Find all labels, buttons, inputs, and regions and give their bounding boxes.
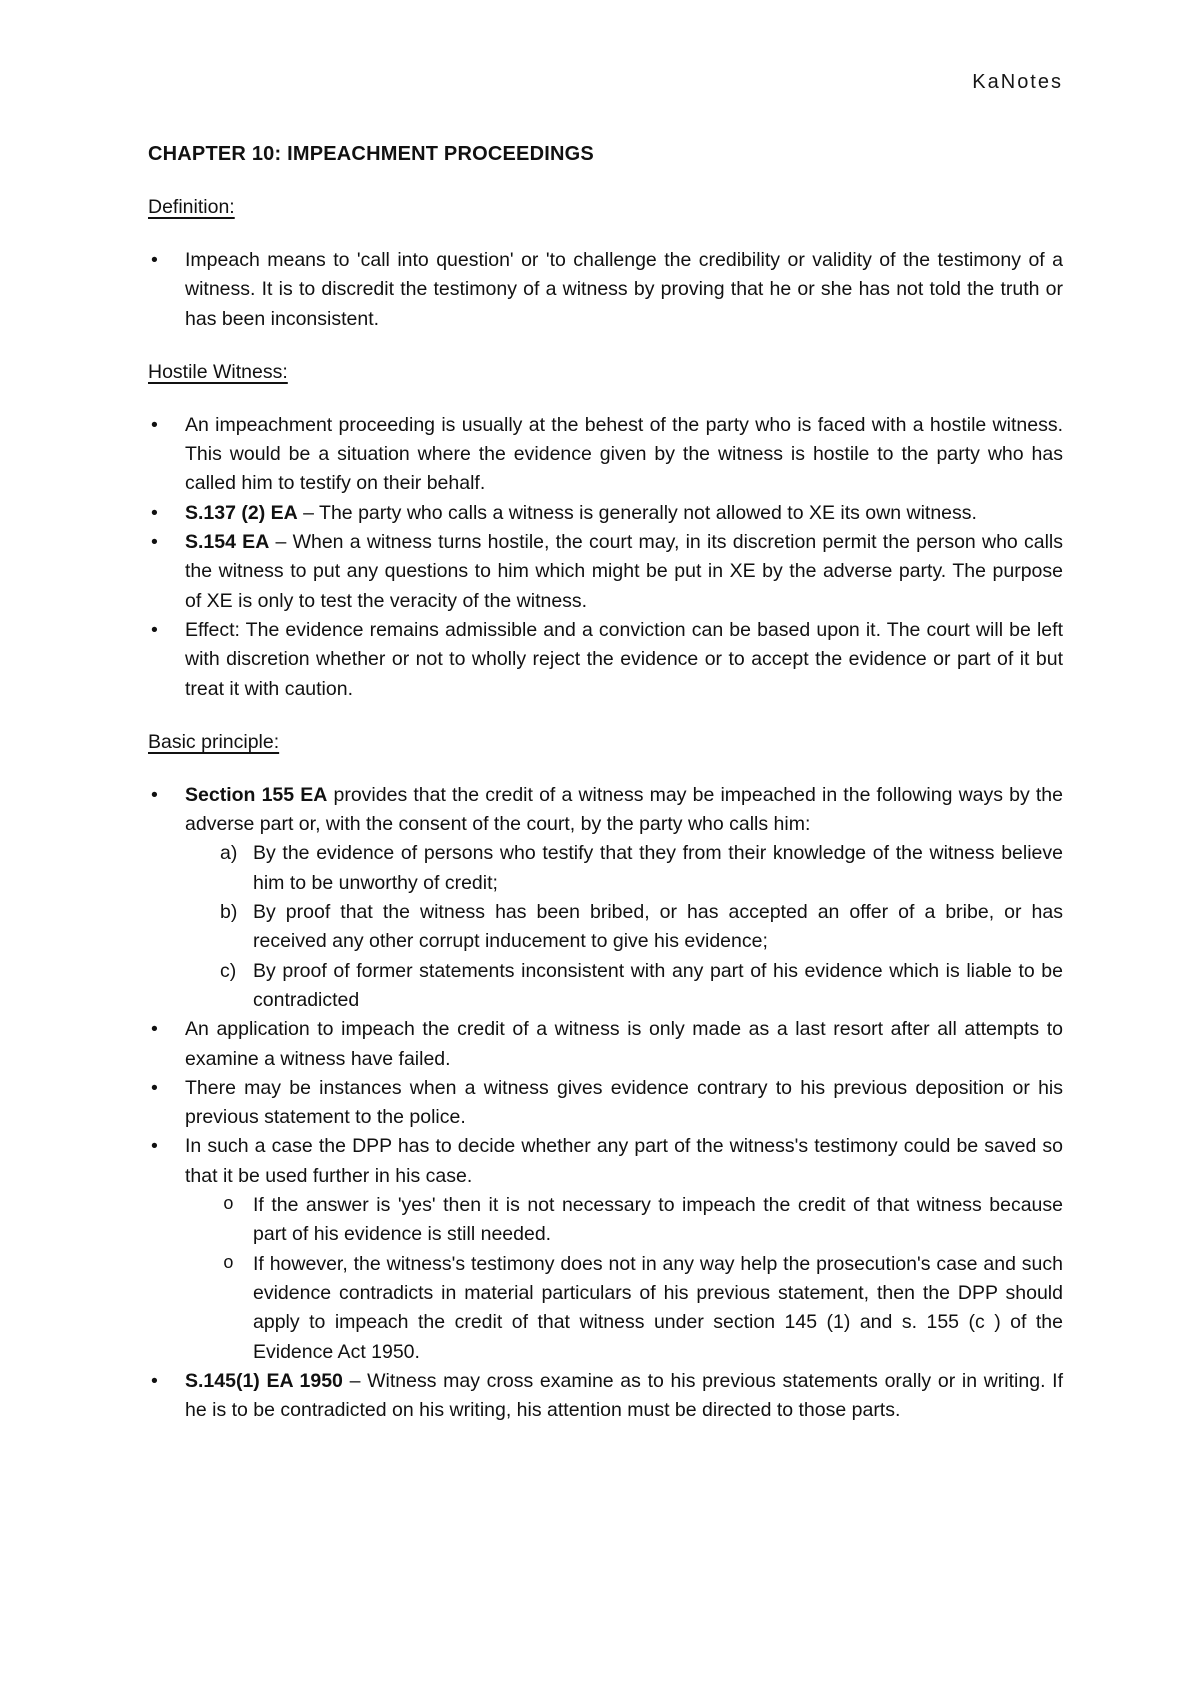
bullet-marker: • <box>151 501 158 524</box>
item-lead: S.154 EA <box>185 531 270 554</box>
section-definition <box>148 193 1063 334</box>
bullet-item <box>148 1074 1063 1133</box>
bullet-marker: • <box>151 783 158 806</box>
item-text: If however, the witness's testimony does not in any way help the prosecution's case and such evidence contradicts in material particulars of his previous statement, then the DPP should apply to impeach the credit of that witness under section 145 (1) and s. 155 (c ) of the Evidence Act 1950. <box>253 1252 1063 1363</box>
section-heading-basic-principle <box>148 728 1063 757</box>
alpha-sub-item <box>148 839 1063 898</box>
item-text: By proof of former statements inconsistent with any part of his evidence which is liable to be contradicted <box>253 959 1063 1011</box>
bullet-item <box>148 1015 1063 1074</box>
bullet-marker: • <box>151 249 158 271</box>
bullet-marker: • <box>151 1076 158 1099</box>
item-text: – The party who calls a witness is generally not allowed to XE its own witness. <box>297 501 977 524</box>
bullet-item <box>148 616 1063 704</box>
circle-marker: o <box>223 1253 234 1274</box>
bullet-marker: • <box>151 531 158 554</box>
alpha-sub-item <box>148 898 1063 957</box>
bullet-marker: • <box>151 1018 158 1041</box>
item-text: An application to impeach the credit of a witness is only made as a last resort after all attempts to examine a witness have failed. <box>185 1018 1063 1070</box>
circle-sub-item <box>148 1191 1063 1250</box>
item-lead: Section 155 EA <box>185 783 328 806</box>
item-text: provides that the credit of a witness may be impeached in the following ways by the adverse part or, with the consent of the court, by the party who calls him: <box>185 783 1063 836</box>
section-hostile-witness <box>148 358 1063 704</box>
brand-header: KaNotes <box>972 71 1063 93</box>
item-text: – When a witness turns hostile, the court may, in its discretion permit the person who calls the witness to put any questions to him which might be put in XE by the adverse party. The purpose of XE is only to test the veracity of the witness. <box>185 531 1064 612</box>
item-text: An impeachment proceeding is usually at the behest of the party who is faced with a hostile witness. This would be a situation where the evidence given by the witness is hostile to the party who has called him to testify on their behalf. <box>185 413 1063 495</box>
item-lead: S.145(1) EA 1950 <box>185 1369 343 1392</box>
section-heading-text: Hostile Witness: <box>148 360 288 383</box>
bullet-item <box>148 781 1063 840</box>
circle-sub-item <box>148 1250 1063 1367</box>
item-lead: S.137 (2) EA <box>185 501 298 524</box>
section-heading-text: Definition: <box>148 196 235 218</box>
alpha-marker: b) <box>220 901 238 924</box>
item-text: By proof that the witness has been bribed, or has accepted an offer of a bribe, or has received any other corrupt inducement to give his evidence; <box>253 901 1063 953</box>
bullet-item <box>148 411 1063 499</box>
chapter-title: CHAPTER 10: IMPEACHMENT PROCEEDINGS <box>148 143 594 165</box>
bullet-item <box>148 528 1063 616</box>
bullet-item <box>148 246 1063 334</box>
item-text: If the answer is 'yes' then it is not necessary to impeach the credit of that witness because part of his evidence is still needed. <box>253 1194 1063 1246</box>
section-heading-definition <box>148 193 1063 222</box>
alpha-marker: a) <box>220 842 238 865</box>
circle-marker: o <box>223 1195 234 1216</box>
bullet-marker: • <box>151 618 158 641</box>
section-heading-hostile-witness <box>148 358 1063 387</box>
item-text: There may be instances when a witness gives evidence contrary to his previous deposition or his previous statement to the police. <box>185 1076 1063 1129</box>
bullet-marker: • <box>151 413 158 436</box>
item-text: By the evidence of persons who testify that they from their knowledge of the witness believe him to be unworthy of credit; <box>253 842 1063 894</box>
section-basic-principle <box>148 728 1063 1426</box>
bullet-item <box>148 1367 1063 1426</box>
item-text: Impeach means to 'call into question' or 'to challenge the credibility or validity of the testimony of a witness. It is to discredit the testimony of a witness by proving that he or she has not told the truth or has been inconsistent. <box>185 249 1063 330</box>
alpha-sub-item <box>148 957 1063 1016</box>
item-text: – Witness may cross examine as to his previous statements orally or in writing. If he is to be contradicted on his writing, his attention must be directed to those parts. <box>185 1369 1064 1422</box>
item-text: Effect: The evidence remains admissible and a conviction can be based upon it. The court will be left with discretion whether or not to wholly reject the evidence or to accept the evidence or part of it but treat it with caution. <box>185 618 1063 700</box>
alpha-marker: c) <box>220 959 237 982</box>
bullet-item <box>148 1132 1063 1191</box>
bullet-marker: • <box>151 1135 158 1158</box>
section-heading-text: Basic principle: <box>148 730 280 753</box>
bullet-marker: • <box>151 1369 158 1392</box>
item-text: In such a case the DPP has to decide whether any part of the witness's testimony could be saved so that it be used further in his case. <box>185 1135 1063 1187</box>
bullet-item <box>148 499 1063 528</box>
